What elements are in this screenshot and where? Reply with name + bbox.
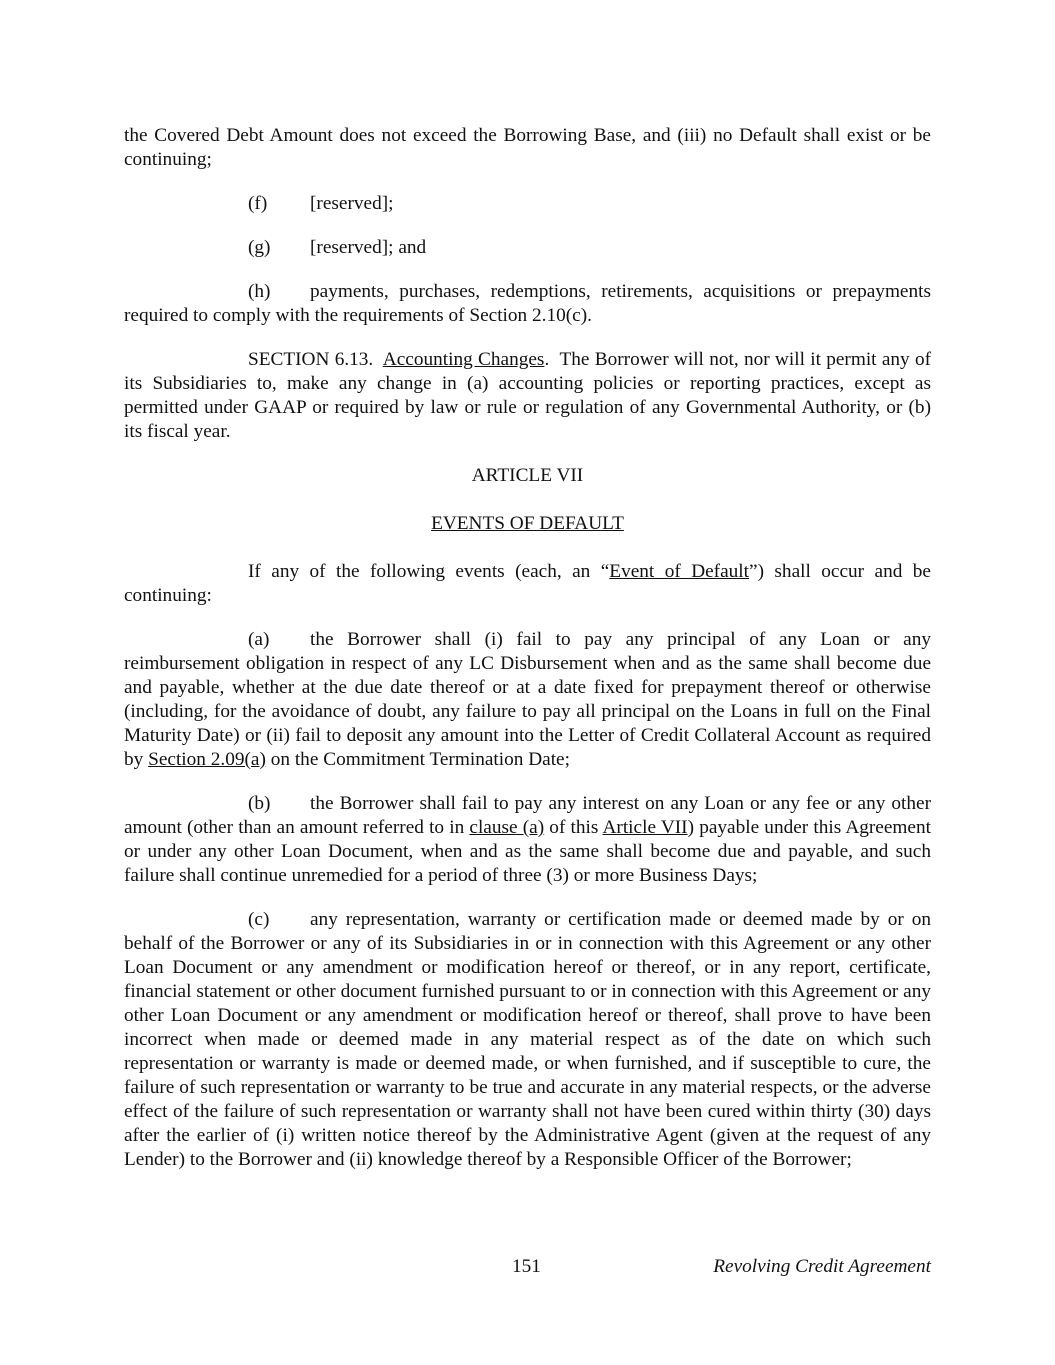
item-c-label: (c) (248, 909, 270, 930)
item-f (124, 192, 931, 216)
item-g-text: [reserved]; and (310, 237, 427, 258)
item-h (124, 280, 931, 328)
section-reference: Section 2.09(a) (148, 749, 266, 770)
article-number: ARTICLE VII (471, 465, 584, 486)
item-b-label: (b) (248, 793, 271, 814)
defined-term: Event of Default (609, 561, 750, 582)
section-number: SECTION 6.13. (248, 349, 374, 370)
item-b: (b) the Borrower shall fail to pay any interest on any Loan or any fee or any other amount (other than an amount referred to in clause (a) of this Article VII) payable under this Agreement or under any other Loan Document, when and as the same shall become due and payable, and such failure shall continue unremedied for a period of three (3) or more Business Days; (124, 793, 931, 886)
document-body (124, 124, 931, 1192)
article-title: EVENTS OF DEFAULT (431, 513, 624, 534)
page-number: 151 (512, 1256, 541, 1277)
item-a: (a) the Borrower shall (i) fail to pay any principal of any Loan or any reimbursement obligation in respect of any LC Disbursement when and as the same shall become due and payable, whether at the due date thereof or at a date fixed for prepayment thereof or otherwise (including, for the avoidance of doubt, any failure to pay all principal on the Loans in full on the Final Maturity Date) or (ii) fail to deposit any amount into the Letter of Credit Collateral Account as required by Section 2.09(a) on the Commitment Termination Date; (124, 629, 931, 770)
item-a-label: (a) (248, 629, 270, 650)
section-text: The Borrower will not, nor will it permit any of its Subsidiaries to, make any change in (a) accounting policies or reporting practices, except as permitted under GAAP or required by law or rule or regulation of any Governmental Authority, or (b) its fiscal year. (124, 349, 932, 442)
item-h-label: (h) (248, 281, 271, 302)
clause-reference: clause (a) (469, 817, 545, 838)
item-h-text: payments, purchases, redemptions, retirements, acquisitions or prepayments required to comply with the requirements of Section 2.10(c). (124, 281, 931, 326)
item-f-text: [reserved]; (310, 193, 394, 214)
intro-paragraph: the Covered Debt Amount does not exceed the Borrowing Base, and (iii) no Default shall exist or be continuing; (124, 125, 931, 170)
document-title: Revolving Credit Agreement (713, 1256, 931, 1277)
section-title: Accounting Changes (382, 349, 545, 370)
item-f-label: (f) (248, 193, 268, 214)
item-g-label: (g) (248, 237, 271, 258)
item-g (124, 236, 931, 260)
article-reference: Article VII (602, 817, 688, 838)
page-footer (124, 1256, 931, 1280)
item-c: (c) any representation, warranty or certification made or deemed made by or on behalf of the Borrower or any of its Subsidiaries in or in connection with this Agreement or any other Loan Document or any amendment or modification hereof or thereof, or in any report, certificate, financial statement or other document furnished pursuant to or in connection with this Agreement or any other Loan Document or any amendment or modification hereof or thereof, shall prove to have been incorrect when made or deemed made in any material respect as of the date on which such representation or warranty is made or deemed made, or when furnished, and if susceptible to cure, the failure of such representation or warranty to be true and accurate in any material respects, or the adverse effect of the failure of such representation or warranty shall not have been cured within thirty (30) days after the earlier of (i) written notice thereof by the Administrative Agent (given at the request of any Lender) to the Borrower and (ii) knowledge thereof by a Responsible Officer of the Borrower; (124, 909, 931, 1170)
events-intro: If any of the following events (each, an “Event of Default”) shall occur and be continuing: (124, 561, 931, 606)
section-6-13: SECTION 6.13. Accounting Changes. The Borrower will not, nor will it permit any of its Subsidiaries to, make any change in (a) accounting policies or reporting practices, except as permitted under GAAP or required by law or rule or regulation of any Governmental Authority, or (b) its fiscal year. (124, 349, 932, 442)
